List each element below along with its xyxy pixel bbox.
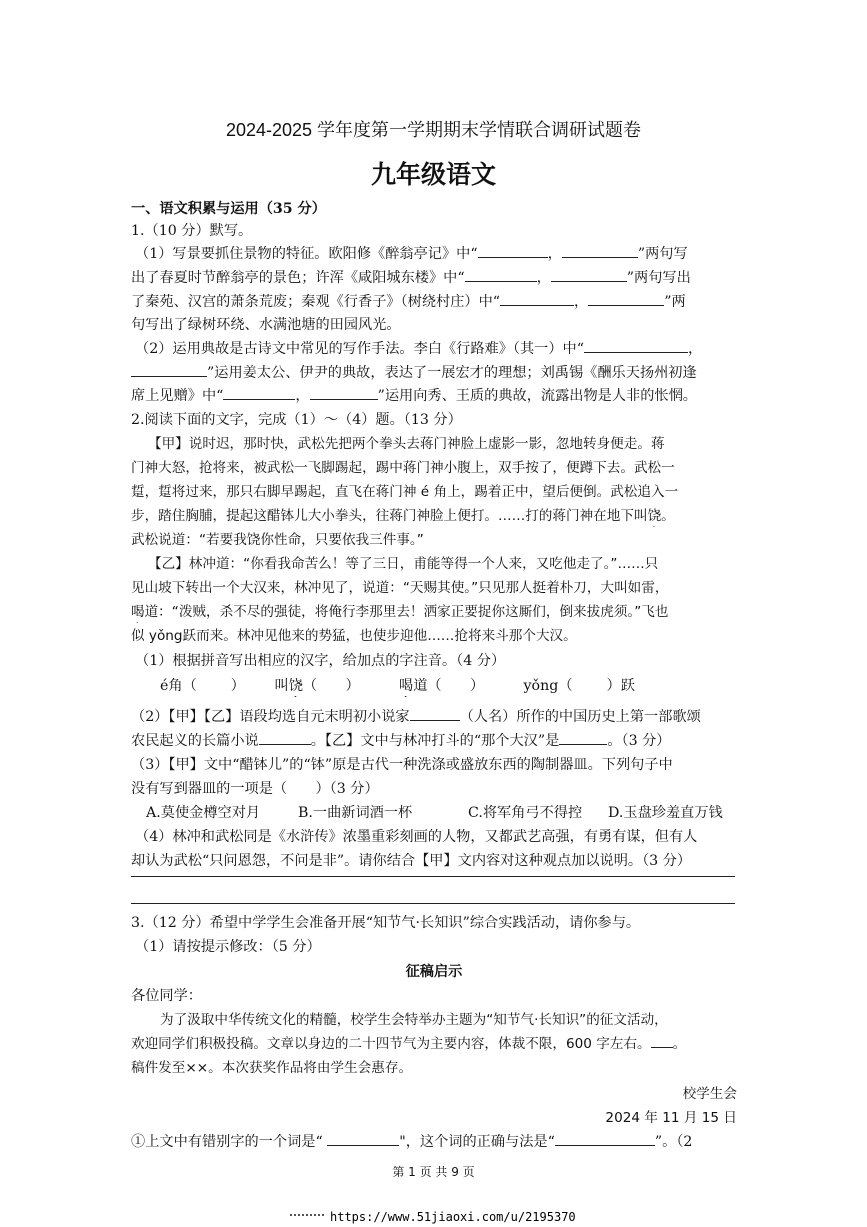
pinyin-items [160,675,720,697]
answer-blank[interactable] [465,267,537,282]
passage-jia-line4: 步，踏住胸脯，提起这醋钵儿大小拳头，往蒋门神脸上便打。……打的蒋门神在地下叫饶。 [131,508,675,524]
answer-blank[interactable] [562,243,638,258]
pinyin-item-4: yǒng（ ）跃 [523,678,635,694]
q2-sub4-line1: （4）林冲和武松同是《水浒传》浓墨重彩刻画的人物，又都武艺高强，有勇有谋，但有人 [135,829,698,845]
answer-blank[interactable] [551,267,627,282]
passage-yi-line3: 喝道：“泼贼，杀不尽的强徒，将俺行李那里去！洒家正要捉你这厮们，倒来拔虎须。”飞也 [131,604,669,620]
passage-yi-line2: 见山坡下转出一个大汉来，林冲见了，说道：“天赐其使。”只见那人挺着朴刀，大叫如雷， [131,580,669,596]
notice-body-line2: 欢迎同学们积极投稿。文章以身边的二十四节气为主要内容，体裁不限，600 字左右。 。 [131,1033,737,1055]
passage-jia-line3: 踅，踅将过来，那只右脚早踢起，直飞在蒋门神 é 角上，踢着正中，望后便倒。武松追入一 [131,484,679,500]
answer-blank[interactable] [555,1131,655,1146]
passage-jia-line2: 门神大怒，抢将来，被武松一飞脚踢起，踢中蒋门神小腹上，双手按了，便蹲下去。武松一 [131,460,675,476]
subject-title: 九年级语文 [370,160,496,189]
q1-p1-line1: （1）写景要抓住景物的特征。欧阳修《醉翁亭记》中“ ， ”两句写 [135,243,741,265]
q1-p1-line3: 了秦苑、汉宫的萧条荒废；秦观《行香子》（树绕村庄）中“ ， ”两 [131,291,737,313]
q2-sub2-line2: 农民起义的长篇小说 。【乙】文中与林冲打斗的“那个大汉”是 。（3 分） [131,730,737,752]
answer-blank[interactable] [327,1131,399,1146]
q2-sub4-line2: 却认为武松“只问恩怨，不问是非”。请你结合【甲】文内容对这种观点加以说明。（3 分） [131,853,692,869]
q1-p2-line3: 席上见赠》中“ ， ”运用向秀、王质的典故，流露出物是人非的怅惘。 [131,385,737,407]
q1-p2-line2: ”运用姜太公、伊尹的典故，表达了一展宏才的理想；刘禹锡《酬乐天扬州初逢 [131,362,737,384]
answer-blank[interactable] [559,730,607,745]
q3-stem: 3.（12 分）希望中学学生会准备开展“知节气·长知识”综合实践活动，请你参与。 [131,915,641,931]
answer-blank[interactable] [478,243,548,258]
q3-task1: ①上文中有错别字的一个词是“ "，这个词的正确与法是“ ”。（2 [131,1131,741,1153]
answer-blank[interactable] [500,291,574,306]
q2-sub3-line1: （3）【甲】文中“醋钵儿”的“钵”原是古代一种洗涤或盛放东西的陶制器皿。下列句子中 [131,757,673,773]
q1-p2-line1: （2）运用典故是古诗文中常见的写作手法。李白《行路难》（其一）中“ ， [135,338,741,360]
answer-blank[interactable] [410,706,460,721]
q2-sub2-line1: （2）【甲】【乙】语段均选自元末明初小说家 （人名）所作的中国历史上第一部歌颂 [131,706,737,728]
answer-blank[interactable] [584,338,688,353]
watermark-url: https://www.51jiaoxi.com/u/2195370 [290,1210,576,1224]
q2-sub1: （1）根据拼音写出相应的汉字，给加点的字注音。（4 分） [135,653,506,669]
page-number: 第 1 页 共 9 页 [392,1165,475,1179]
option-a[interactable]: A.莫使金樽空对月 [146,805,261,821]
answer-blank[interactable] [310,385,378,400]
pinyin-item-2: 叫饶（ ） [274,678,360,694]
exam-title: 2024-2025 学年度第一学期期末学情联合调研试题卷 [225,120,642,140]
notice-body-line1: 为了汲取中华传统文化的精髓，校学生会特举办主题为“知节气·长知识”的征文活动， [160,1012,668,1028]
notice-body-line3: 稿件发至××。本次获奖作品将由学生会惠存。 [131,1060,413,1076]
passage-yi-line1: 【乙】林冲道：“你看我命苦么！等了三日，甫能等得一个人来，又吃他走了。”……只 [148,556,659,572]
pinyin-item-3: 喝道（ ） [399,678,485,694]
q2-stem: 2.阅读下面的文字，完成（1）～（4）题。（13 分） [131,412,462,428]
watermark-logo [290,1214,324,1222]
answer-blank[interactable] [588,291,664,306]
section-heading: 一、语文积累与运用（35 分） [131,201,326,217]
passage-yi-line4: 似 yǒng跃而来。林冲见他来的势猛，也使步迎他……抢将来斗那个大汉。 [131,628,577,644]
q1-p1-line2: 出了春夏时节醉翁亭的景色；许浑《咸阳城东楼》中“ ， ”两句写出 [131,267,737,289]
option-b[interactable]: B.一曲新词酒一杯 [298,805,413,821]
notice-date: 2024 年 11 月 15 日 [605,1110,737,1126]
option-c[interactable]: C.将军角弓不得控 [468,805,583,821]
answer-blank[interactable] [651,1033,673,1048]
notice-signature: 校学生会 [682,1086,737,1102]
answer-line[interactable] [131,876,735,877]
q2-sub3-options [146,802,736,824]
option-d[interactable]: D.玉盘珍羞直万钱 [608,805,723,821]
answer-line[interactable] [131,903,735,904]
passage-jia-line5: 武松说道：“若要我饶你性命，只要依我三件事。” [131,532,424,548]
answer-blank[interactable] [223,385,295,400]
passage-jia-line1: 【甲】说时迟，那时快，武松先把两个拳头去蒋门神脸上虚影一影，忽地转身便走。蒋 [148,436,665,452]
answer-blank[interactable] [259,730,311,745]
q2-sub3-line2: 没有写到器皿的一项是（ ）（3 分） [131,781,379,797]
notice-greeting: 各位同学： [131,988,202,1004]
q1-stem: 1.（10 分）默写。 [131,223,253,239]
pinyin-item-1: é角（ ） [160,678,245,694]
q1-p1-line4: 句写出了绿树环绕、水满池塘的田园风光。 [131,317,401,333]
notice-title: 征稿启示 [405,964,463,980]
q3-sub1: （1）请按提示修改：（5 分） [135,939,321,955]
answer-blank[interactable] [131,362,207,377]
